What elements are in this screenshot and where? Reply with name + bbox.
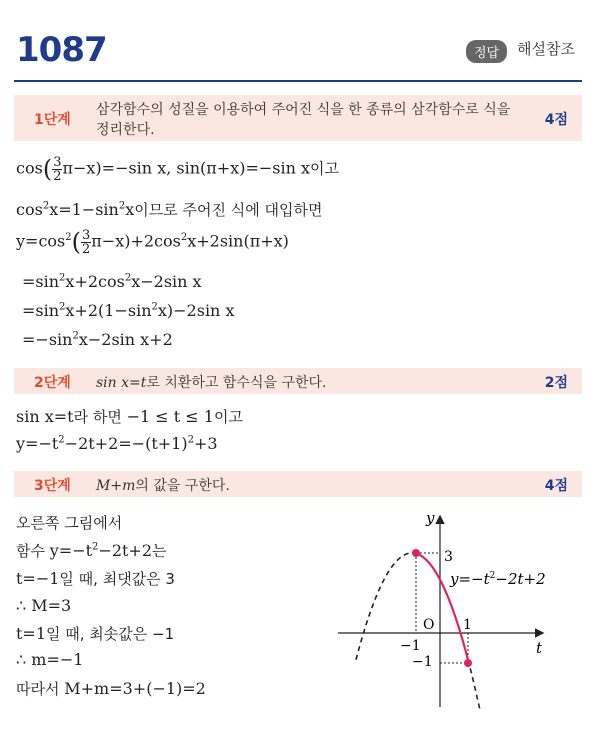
step3-line7: 따라서 M+m=3+(−1)=2	[16, 679, 206, 698]
origin-label: O	[423, 617, 435, 633]
step3-desc: M+m의 값을 구한다.	[96, 478, 230, 494]
x-tick-1: 1	[463, 617, 472, 633]
t-axis-label: t	[536, 639, 543, 657]
step2-line1: sin x=t라 하면 −1 ≤ t ≤ 1이고	[16, 407, 243, 426]
x-tick-neg1: −1	[400, 638, 421, 654]
answer-reference: 해설참조	[517, 40, 575, 58]
parabola-dashed-right	[468, 660, 483, 710]
step2-points: 2점	[544, 375, 568, 391]
step1-line3: $y=\cos^2$( $\frac{3}{2}$ $\pi-x)+2\cos^2x+2\sin(\pi+x)$	[16, 227, 289, 257]
step2-line2: $y=-t^2-2t+2=-(t+1)^2+3$	[16, 434, 218, 453]
step1-banner	[14, 95, 582, 141]
step3-line2: 함수 $y=-t^2-2t+2$는	[16, 541, 167, 560]
step3-points: 4점	[544, 478, 568, 494]
parabola-graph	[330, 505, 580, 710]
step1-line1: cos( $\frac{3}{2}$ π−x)=−sin x, sin(π+x)=−sin x이고	[16, 154, 339, 184]
min-point	[464, 659, 472, 667]
curve-equation: $y=-t^2-2t+2$	[450, 570, 546, 588]
step1-points: 4점	[544, 112, 568, 128]
step3-line1: 오른쪽 그림에서	[16, 514, 123, 532]
step1-line2: $\cos^2x=1-\sin^2x$이므로 주어진 식에 대입하면	[16, 200, 323, 219]
step1-desc-line1: 삼각함수의 성질을 이용하여 주어진 식을 한 종류의 삼각함수로 식을	[96, 102, 511, 118]
step3-banner	[14, 471, 582, 497]
y-axis-label: y	[426, 509, 435, 527]
step3-line3: t=−1일 때, 최댓값은 3	[16, 569, 175, 588]
step2-desc: sin x=t로 치환하고 함수식을 구한다.	[96, 375, 327, 391]
step1-label: 1단계	[34, 112, 71, 128]
step2-banner	[14, 368, 582, 394]
step3-line5: t=1일 때, 최솟값은 −1	[16, 624, 175, 643]
problem-number: 1087	[16, 30, 107, 70]
header-divider	[14, 80, 582, 82]
step2-label: 2단계	[34, 375, 71, 391]
step3-line6: ∴ m=−1	[16, 650, 84, 669]
y-tick-neg1: −1	[412, 654, 433, 670]
step1-desc-line2: 정리한다.	[96, 122, 155, 138]
step1-line6: $=-\sin^2x-2\sin$ x+2	[22, 330, 173, 349]
answer-tag: 정답	[466, 40, 507, 63]
y-tick-3: 3	[444, 549, 453, 565]
step1-line5: $=\sin^2x+2(1-\sin^2x)-2\sin$ x	[22, 301, 235, 320]
step1-line4: $=\sin^2x+2\cos^2x-2\sin$ x	[22, 272, 202, 291]
max-point	[412, 549, 420, 557]
step3-label: 3단계	[34, 478, 71, 494]
step3-line4: ∴ M=3	[16, 596, 72, 615]
